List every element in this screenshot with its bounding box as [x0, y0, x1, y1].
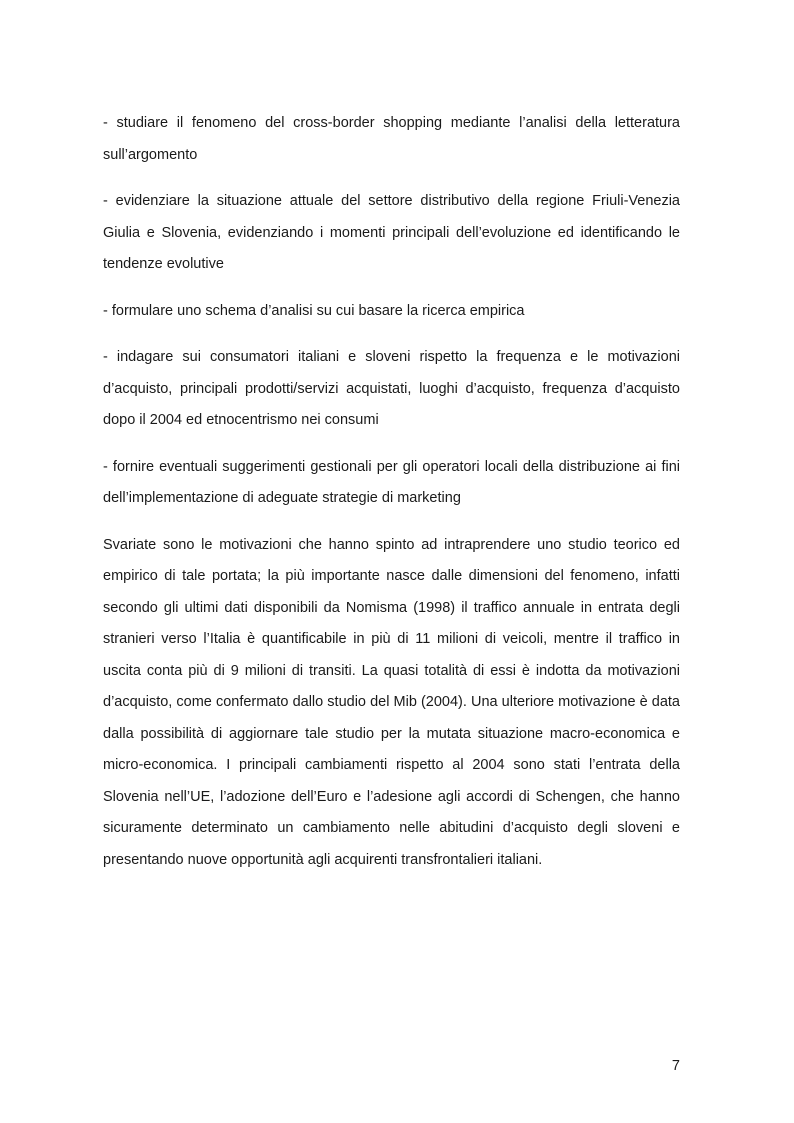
bullet-paragraph: - evidenziare la situazione attuale del settore distributivo della regione Friuli-Venezia Giulia e Slovenia, evidenziando i momenti principali dell’evoluzione ed identificando le tendenze evolutive: [103, 193, 680, 272]
bullet-paragraph: - formulare uno schema d’analisi su cui basare la ricerca empirica: [103, 302, 525, 319]
bullet-paragraph: - indagare sui consumatori italiani e sloveni rispetto la frequenza e le motivazioni d’acquisto, principali prodotti/servizi acquistati, luoghi d’acquisto, frequenza d’acquisto dopo il 2004 ed etnocentrismo nei consumi: [103, 349, 680, 428]
bullet-paragraph: - studiare il fenomeno del cross-border shopping mediante l’analisi della letteratura sull’argomento: [103, 115, 680, 163]
body-paragraph: Svariate sono le motivazioni che hanno spinto ad intraprendere uno studio teorico ed empirico di tale portata; la più importante nasce dalle dimensioni del fenomeno, infatti secondo gli ultimi dati disponibili da Nomisma (1998) il traffico annuale in entrata degli stranieri verso l’Italia è quantificabile in più di 11 milioni di veicoli, mentre il traffico in uscita conta più di 9 milioni di transiti. La quasi totalità di essi è indotta da motivazioni d’acquisto, come confermato dallo studio del Mib (2004). Una ulteriore motivazione è data dalla possibilità di aggiornare tale studio per la mutata situazione macro-economica e micro-economica. I principali cambiamenti rispetto al 2004 sono stati l’entrata della Slovenia nell’UE, l’adozione dell’Euro e l’adesione agli accordi di Schengen, che hanno sicuramente determinato un cambiamento nelle abitudini d’acquisto degli sloveni e presentando nuove opportunità agli acquirenti transfrontalieri italiani.: [103, 536, 680, 868]
bullet-paragraph: - fornire eventuali suggerimenti gestionali per gli operatori locali della distribuzione ai fini dell’implementazione di adeguate strategie di marketing: [103, 458, 680, 506]
page-body: [103, 108, 680, 891]
page-number: 7: [671, 1058, 680, 1074]
